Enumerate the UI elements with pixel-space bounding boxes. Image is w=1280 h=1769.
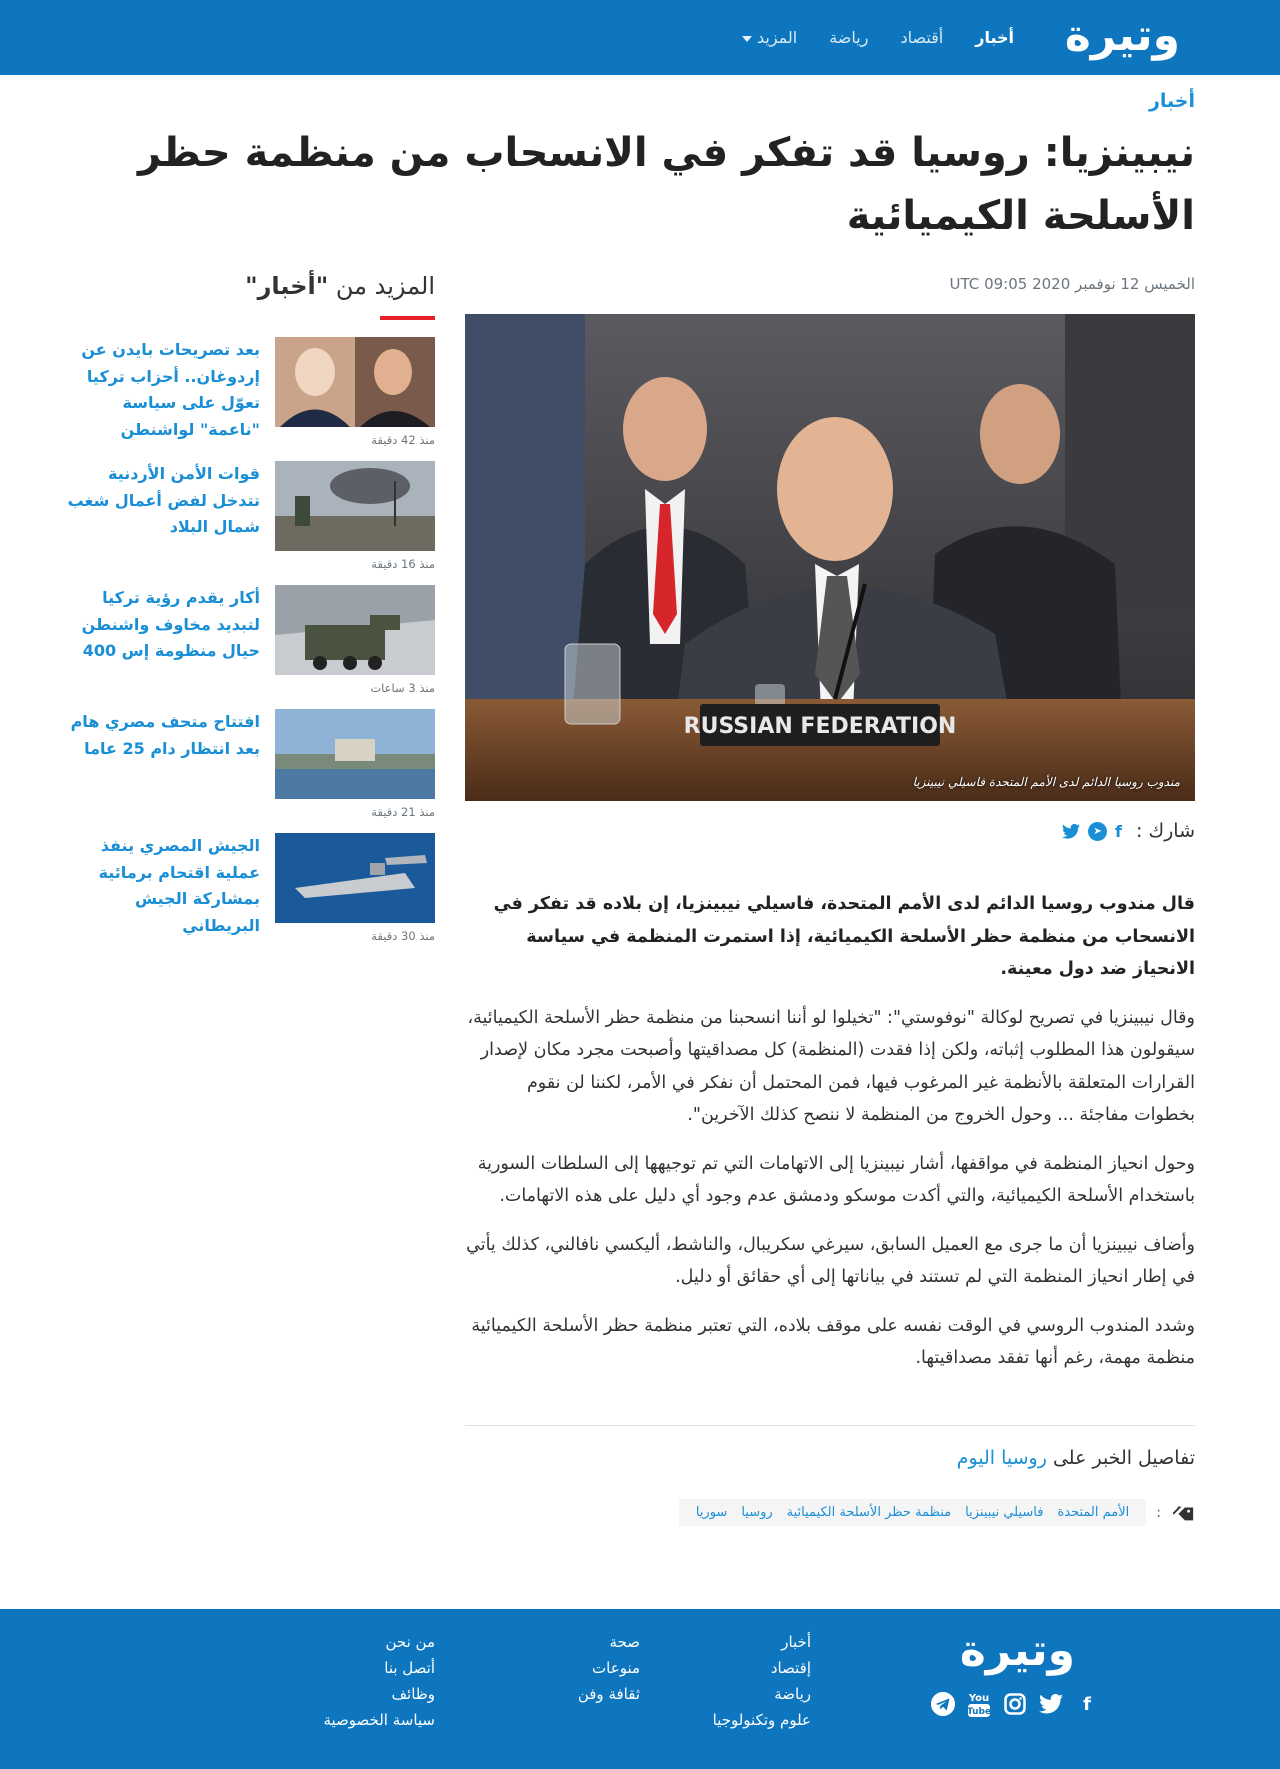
related-news-title[interactable]: قوات الأمن الأردنية تتدخل لفض أعمال شغب شمال البلاد — [67, 464, 260, 536]
nav-item-more-dropdown[interactable] — [726, 0, 813, 75]
article-title: نيبينزيا: روسيا قد تفكر في الانسحاب من منظمة حظر الأسلحة الكيميائية — [138, 130, 1195, 239]
related-news-title[interactable]: بعد تصريحات بايدن عن إردوغان.. أحزاب تركيا تعوّل على سياسة "ناعمة" لواشنطن — [81, 340, 260, 439]
footer-links-about — [323, 1629, 435, 1733]
sidebar-title — [245, 272, 435, 300]
telegram-icon[interactable] — [930, 1691, 956, 1717]
footer-link[interactable]: منوعات — [592, 1659, 640, 1677]
svg-text:You: You — [968, 1693, 990, 1704]
nav-item-economy[interactable]: أقتصاد — [900, 28, 944, 47]
related-news-title[interactable]: الجيش المصري ينفذ عملية اقتحام برمائية بمشاركة الجيش البريطاني — [98, 836, 260, 935]
article-paragraph: وأضاف نيبينزيا أن ما جرى مع العميل السابق، سيرغي سكريبال، والناشط، أليكسي نافالني، كذلك يأتي في إطار انحياز المنظمة التي لم تستند في بياناتها إلى أي حقائق أو دليل. — [466, 1234, 1195, 1287]
top-navbar — [0, 0, 1280, 75]
related-news-time: منذ 21 دقيقة — [371, 805, 435, 819]
footer-link[interactable]: علوم وتكنولوجيا — [712, 1711, 811, 1729]
site-footer — [0, 1609, 1280, 1769]
related-news-time: منذ 3 ساعات — [370, 681, 435, 695]
sidebar-title-prefix: المزيد من — [335, 272, 435, 300]
tag-list — [679, 1499, 1146, 1526]
footer-link[interactable]: صحة — [609, 1633, 640, 1651]
tags-icon — [1173, 1505, 1195, 1521]
article-category[interactable]: أخبار — [1148, 90, 1195, 112]
footer-link[interactable]: أخبار — [781, 1633, 811, 1651]
related-news-thumbnail[interactable] — [275, 585, 435, 675]
tags-bar — [679, 1499, 1195, 1526]
twitter-icon[interactable] — [1038, 1691, 1064, 1717]
related-news-item[interactable] — [65, 709, 435, 833]
related-news-thumbnail[interactable] — [275, 833, 435, 923]
article-source — [957, 1447, 1195, 1469]
source-link[interactable]: روسيا اليوم — [956, 1447, 1047, 1469]
article-paragraph: وحول انحياز المنظمة في مواقفها، أشار نيبينزيا إلى الاتهامات التي تم توجيهها إلى السلطات السورية باستخدام الأسلحة الكيميائية، والتي أكدت موسكو ودمشق عدم وجود أي دليل على هذه الاتهامات. — [477, 1153, 1195, 1206]
footer-links-sections — [713, 1629, 811, 1733]
nameplate-text: RUSSIAN FEDERATION — [683, 714, 957, 739]
site-logo[interactable]: وتيرة — [1064, 10, 1180, 61]
footer-link[interactable]: رياضة — [774, 1685, 811, 1703]
related-news-title[interactable]: أكار يقدم رؤية تركيا لتبديد مخاوف واشنطن حيال منظومة إس 400 — [81, 588, 260, 660]
facebook-icon[interactable]: f — [1083, 1693, 1091, 1715]
related-news-item[interactable] — [65, 585, 435, 709]
tag-item[interactable]: روسيا — [741, 1505, 773, 1520]
footer-link[interactable]: ثقافة وفن — [577, 1685, 640, 1703]
related-news-list — [65, 337, 435, 957]
source-prefix: تفاصيل الخبر على — [1052, 1447, 1195, 1469]
nav-item-sports[interactable]: رياضة — [829, 28, 869, 47]
telegram-icon[interactable]: ➤ — [1088, 822, 1107, 841]
tag-item[interactable]: فاسيلي نيبينزيا — [965, 1505, 1044, 1520]
tag-item[interactable]: منظمة حظر الأسلحة الكيميائية — [786, 1505, 952, 1520]
related-news-time: منذ 30 دقيقة — [371, 929, 435, 943]
footer-links-misc — [578, 1629, 640, 1707]
related-news-item[interactable] — [65, 337, 435, 461]
image-caption: مندوب روسيا الدائم لدى الأمم المتحدة فاسيلي نيبينزيا — [912, 775, 1180, 789]
footer-link[interactable]: إقتصاد — [770, 1659, 811, 1677]
tag-item[interactable]: الأمم المتحدة — [1057, 1505, 1130, 1520]
footer-logo[interactable]: وتيرة — [959, 1625, 1075, 1676]
article-date: الخميس 12 نوفمبر 2020 09:05 UTC — [949, 275, 1195, 293]
caret-down-icon — [742, 36, 752, 42]
article-paragraph: وقال نيبينزيا في تصريح لوكالة "نوفوستي": "تخيلوا لو أننا انسحبنا من منظمة حظر الأسلحة الكيميائية، سيقولون هذا المطلوب إثباته، ولكن إذا فقدت (المنظمة) كل مصداقيتها وأصبحت مجرد مكان لإصدار القرارات المتعلقة بالأنظمة غير المرغوب فيها، فمن المحتمل أن نفكر في الأمر، لكننا لن نقوم بخطوات مفاجئة ... وحول الخروج من المنظمة لا ننصح كذلك الآخرين". — [467, 1007, 1195, 1125]
related-news-thumbnail[interactable] — [275, 709, 435, 799]
nav-more-label: المزيد — [756, 28, 798, 47]
share-label: شارك : — [1136, 820, 1195, 842]
share-bar — [1062, 820, 1195, 842]
footer-link[interactable]: أتصل بنا — [384, 1659, 435, 1677]
article-paragraph: وشدد المندوب الروسي في الوقت نفسه على موقف بلاده، التي تعتبر منظمة حظر الأسلحة الكيميائية منظمة مهمة، رغم أنها تفقد مصداقيتها. — [471, 1315, 1195, 1368]
footer-link[interactable]: وظائف — [391, 1685, 435, 1703]
youtube-icon[interactable] — [966, 1691, 992, 1717]
un-council-photo — [465, 314, 1195, 801]
related-news-thumbnail[interactable] — [275, 337, 435, 427]
related-news-title[interactable]: افتتاح متحف مصري هام بعد انتظار دام 25 عاما — [70, 712, 260, 758]
nav-item-news[interactable]: أخبار — [975, 28, 1014, 47]
instagram-icon[interactable] — [1002, 1691, 1028, 1717]
footer-social — [930, 1691, 1100, 1717]
tags-colon: : — [1156, 1504, 1161, 1521]
related-news-item[interactable] — [65, 833, 435, 957]
main-nav — [726, 0, 1030, 75]
footer-link[interactable]: سياسة الخصوصية — [323, 1711, 435, 1729]
article-image — [465, 314, 1195, 801]
facebook-icon[interactable]: f — [1115, 821, 1122, 841]
related-news-time: منذ 42 دقيقة — [371, 433, 435, 447]
twitter-icon[interactable] — [1062, 824, 1080, 839]
sidebar-title-underline — [380, 316, 435, 320]
related-news-time: منذ 16 دقيقة — [371, 557, 435, 571]
related-news-thumbnail[interactable] — [275, 461, 435, 551]
sidebar-title-section: "أخبار" — [245, 272, 329, 300]
footer-link[interactable]: من نحن — [385, 1633, 435, 1651]
article-lead-paragraph: قال مندوب روسيا الدائم لدى الأمم المتحدة، فاسيلي نيبينزيا، إن بلاده قد تفكر في الانسحاب من منظمة حظر الأسلحة الكيميائية، إذا استمرت المنظمة في سياسة الانحياز ضد دول معينة. — [493, 894, 1195, 979]
article-divider — [465, 1425, 1195, 1426]
article-body — [465, 888, 1195, 1391]
svg-text:Tube: Tube — [967, 1707, 991, 1717]
tag-item[interactable]: سوريا — [695, 1505, 728, 1520]
related-news-item[interactable] — [65, 461, 435, 585]
